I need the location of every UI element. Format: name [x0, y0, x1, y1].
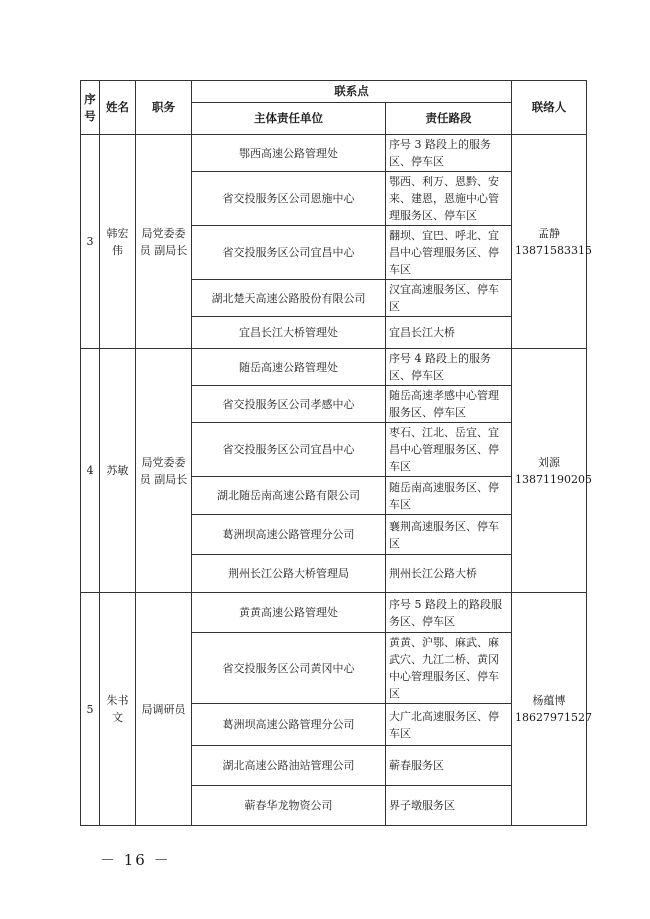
- liaison-cell: [512, 135, 592, 349]
- name-cell: 韩宏伟: [100, 135, 136, 349]
- unit-cell: 省交投服务区公司黄冈中心: [192, 633, 386, 704]
- unit-cell: 湖北高速公路油站管理公司: [192, 746, 386, 786]
- position-cell: 局党委委员 副局长: [136, 349, 192, 593]
- table-row: [81, 593, 587, 633]
- unit-cell: 省交投服务区公司宜昌中心: [192, 226, 386, 280]
- liaison-name: 孟静: [538, 226, 560, 240]
- liaison-cell: [512, 349, 592, 593]
- liaison-name: 刘源: [538, 455, 560, 469]
- position-cell: 局调研员: [136, 593, 192, 826]
- unit-cell: 蕲春华龙物资公司: [192, 786, 386, 826]
- header-name: 姓名: [100, 81, 136, 135]
- route-cell: 界子墩服务区: [386, 786, 512, 826]
- route-cell: 宜昌长江大桥: [386, 317, 512, 349]
- route-cell: 序号 3 路段上的服务区、停车区: [386, 135, 512, 172]
- route-cell: 汉宜高速服务区、停车区: [386, 280, 512, 317]
- header-seq: 序号: [81, 81, 100, 135]
- liaison-name: 杨蕴博: [532, 694, 566, 707]
- name-cell: 苏敏: [100, 349, 136, 593]
- route-cell: 襄荆高速服务区、停车区: [386, 515, 512, 555]
- header-contact-point: 联系点: [192, 81, 512, 103]
- header-position: 职务: [136, 81, 192, 135]
- contact-table-sheet: [80, 80, 592, 826]
- route-cell: 鄂西、利万、恩黔、安来、建恩，恩施中心管理服务区、停车区: [386, 172, 512, 226]
- liaison-cell: [512, 593, 592, 826]
- unit-cell: 湖北随岳南高速公路有限公司: [192, 477, 386, 515]
- liaison-phone: 13871583315: [515, 243, 592, 257]
- unit-cell: 荆州长江公路大桥管理局: [192, 555, 386, 593]
- unit-cell: 省交投服务区公司恩施中心: [192, 172, 386, 226]
- header-liaison: 联络人: [512, 81, 587, 135]
- unit-cell: 省交投服务区公司孝感中心: [192, 386, 386, 423]
- unit-cell: 随岳高速公路管理处: [192, 349, 386, 386]
- route-cell: 蕲春服务区: [386, 746, 512, 786]
- unit-cell: 湖北楚天高速公路股份有限公司: [192, 280, 386, 317]
- position-cell: 局党委委员 副局长: [136, 135, 192, 349]
- table-row: [81, 135, 587, 172]
- name-cell: 朱书文: [100, 593, 136, 826]
- unit-cell: 黄黄高速公路管理处: [192, 593, 386, 633]
- route-cell: 大广北高速服务区、停车区: [386, 704, 512, 746]
- unit-cell: 葛洲坝高速公路管理分公司: [192, 704, 386, 746]
- header-row-top: [81, 81, 587, 103]
- liaison-phone: 13871190205: [515, 472, 592, 486]
- unit-cell: 葛洲坝高速公路管理分公司: [192, 515, 386, 555]
- seq-cell: 5: [81, 593, 100, 826]
- unit-cell: 鄂西高速公路管理处: [192, 135, 386, 172]
- route-cell: 序号 4 路段上的服务区、停车区: [386, 349, 512, 386]
- liaison-phone: 18627971527: [515, 711, 592, 724]
- header-unit: 主体责任单位: [192, 103, 386, 135]
- route-cell: 枣石、江北、岳宜、宜昌中心管理服务区、停车区: [386, 423, 512, 477]
- route-cell: 随岳高速孝感中心管理服务区、停车区: [386, 386, 512, 423]
- header-route: 责任路段: [386, 103, 512, 135]
- seq-cell: 4: [81, 349, 100, 593]
- route-cell: 翻坝、宜巴、呼北、宜昌中心管理服务区、停车区: [386, 226, 512, 280]
- responsibility-table: [80, 80, 592, 826]
- route-cell: 黄黄、沪鄂、麻武、麻武穴、九江二桥、黄冈中心管理服务区、停车区: [386, 633, 512, 704]
- route-cell: 序号 5 路段上的路段服务区、停车区: [386, 593, 512, 633]
- page-number: － 16 －: [100, 851, 171, 869]
- route-cell: 荆州长江公路大桥: [386, 555, 512, 593]
- seq-cell: 3: [81, 135, 100, 349]
- unit-cell: 省交投服务区公司宜昌中心: [192, 423, 386, 477]
- table-row: [81, 349, 587, 386]
- unit-cell: 宜昌长江大桥管理处: [192, 317, 386, 349]
- route-cell: 随岳南高速服务区、停车区: [386, 477, 512, 515]
